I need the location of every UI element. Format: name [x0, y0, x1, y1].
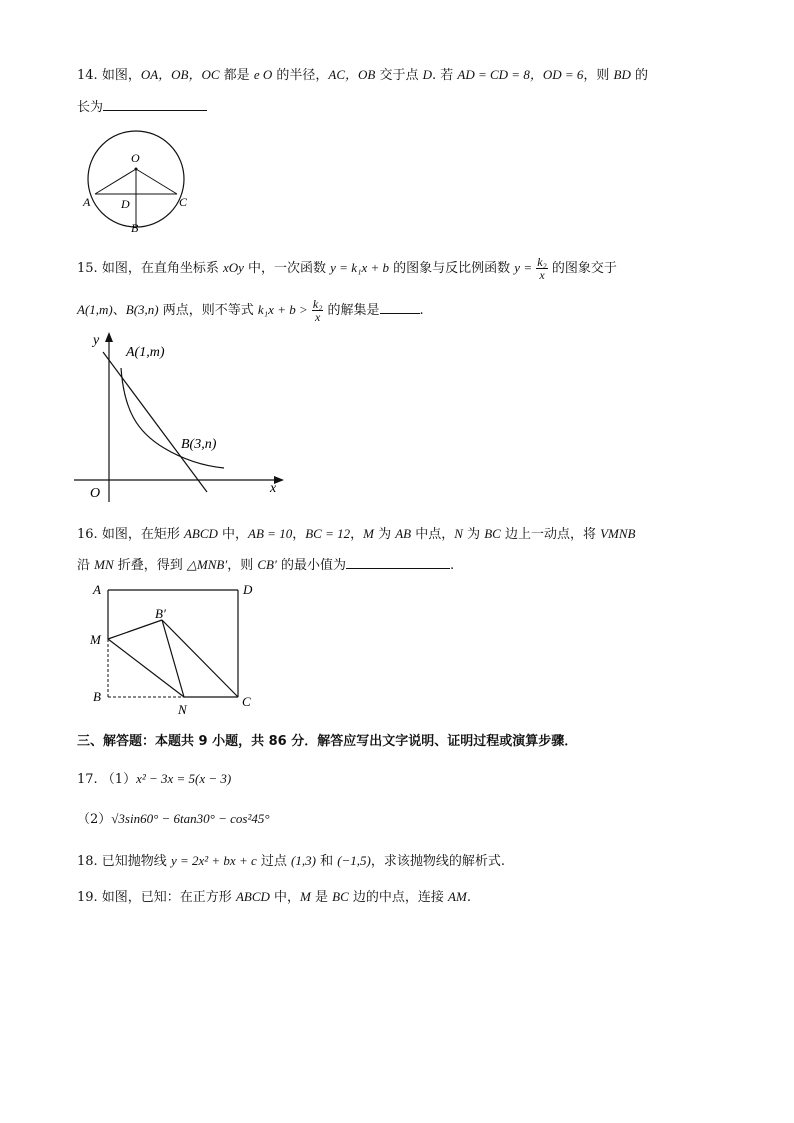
fraction-k2-over-x: $\frac{\text{k₂}}{x}$ [537, 255, 547, 282]
q16-line2: 沿 MN 折叠，得到 △MNB′，则 CB′ 的最小值为 . [77, 557, 455, 573]
label-M: M [90, 632, 101, 647]
q18-line: 18. 已知抛物线 y = 2x² + bx + c 过点 (1,3) 和 (−1,5)，求该抛物线的解析式. [77, 853, 506, 869]
label-B: B [131, 221, 139, 235]
label-A: A [83, 195, 91, 209]
label-C: C [242, 694, 251, 709]
label-C: C [179, 195, 188, 209]
axis-label-x: x [270, 481, 277, 496]
section-heading: 三、解答题：本题共 9 小题，共 86 分．解答应写出文字说明、证明过程或演算步骤． [77, 734, 578, 749]
label-O: O [131, 151, 140, 165]
origin-label: O [90, 486, 101, 501]
q15-graph-figure [74, 330, 289, 502]
q16-rectangle-figure [86, 580, 266, 720]
q15-line2: A(1,m)、B(3,n) 两点，则不等式 k₁x + b > $\frac{\text{k₂}}{x}$ 的解集是 . [77, 297, 424, 324]
point-label-A: A(1,m) [126, 345, 165, 360]
label-B-prime: B′ [155, 606, 166, 621]
q14-line2: 长为 [77, 96, 207, 115]
q19-line: 19. 如图，已知：在正方形 ABCD 中，M 是 BC 边的中点，连接 AM. [77, 889, 471, 905]
answer-blank [346, 556, 450, 569]
q17-line2: （2）√3sin60° − 6tan30° − cos²45° [77, 811, 270, 827]
point-label-B: B(3,n) [181, 437, 217, 452]
label-A: A [93, 582, 101, 597]
answer-blank [103, 98, 207, 111]
label-B: B [93, 689, 101, 704]
q14-line1: 14. 如图，OA，OB，OC 都是 e O 的半径，AC，OB 交于点 D. 若 AD = CD = 8，OD = 6，则 BD 的 [77, 67, 648, 83]
answer-blank [380, 301, 420, 314]
q14-circle-figure [80, 124, 200, 236]
label-D: D [243, 582, 253, 597]
label-D: D [121, 197, 130, 211]
q17-line1: 17. （1）x² − 3x = 5(x − 3) [77, 771, 232, 787]
q16-line1: 16. 如图，在矩形 ABCD 中，AB = 10，BC = 12，M 为 AB 中点，N 为 BC 边上一动点，将 VMNB [77, 526, 636, 542]
q15-line1: 15. 如图，在直角坐标系 xOy 中，一次函数 y = k₁x + b 的图象与反比例函数 y = $\frac{\text{k₂}}{x}$ 的图象交于 [77, 255, 617, 282]
fraction-k2-over-x-2: $\frac{\text{k₂}}{x}$ [312, 297, 323, 324]
axis-label-y: y [93, 333, 100, 348]
label-N: N [178, 702, 187, 717]
